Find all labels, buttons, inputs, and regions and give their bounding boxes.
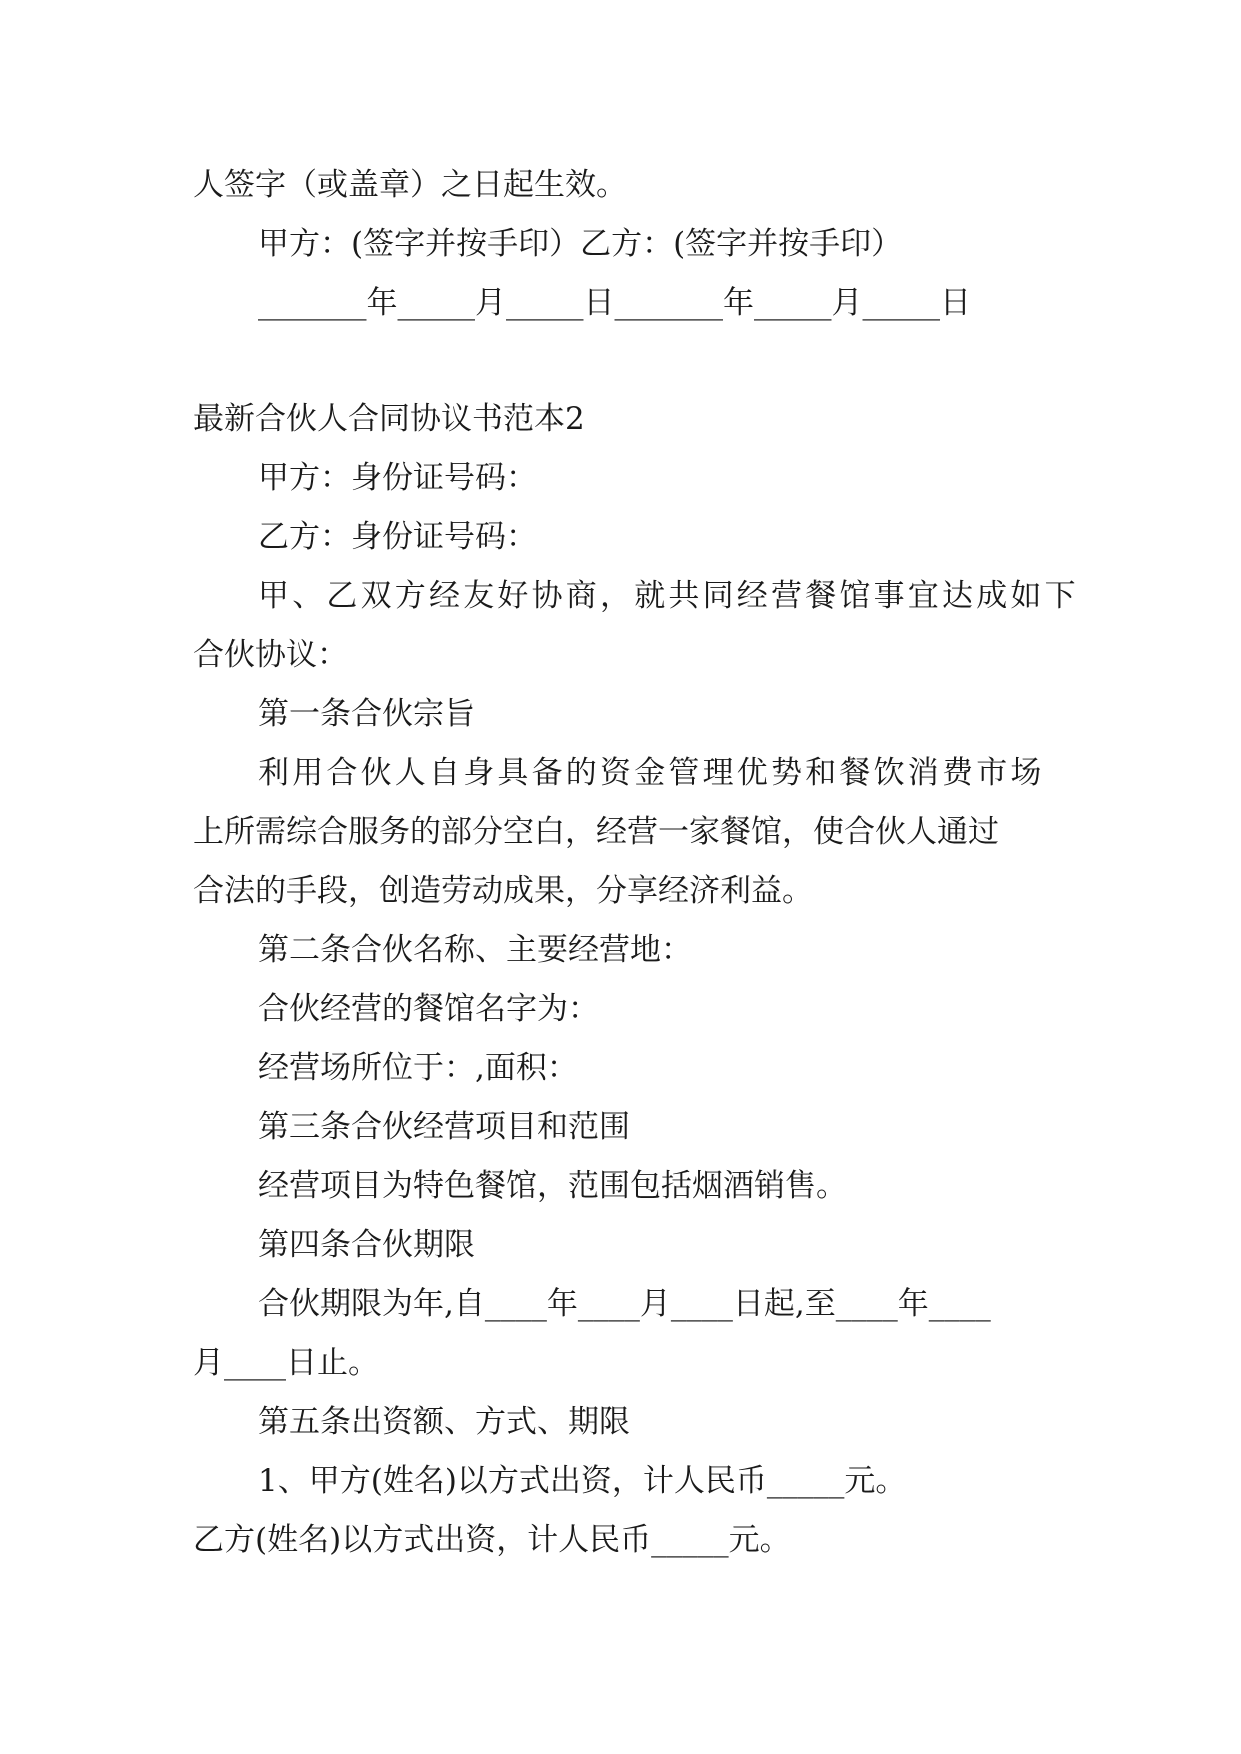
paragraph-line: 上所需综合服务的部分空白，经营一家餐馆，使合伙人通过 — [193, 814, 999, 850]
paragraph-line: 合伙期限为年,自____年____月____日起,至____年____ — [258, 1286, 991, 1322]
paragraph-line: 乙方(姓名)以方式出资，计人民币_____元。 — [193, 1522, 791, 1558]
paragraph-line: 1、甲方(姓名)以方式出资，计人民币_____元。 — [258, 1463, 907, 1499]
paragraph-line: 合伙协议： — [193, 637, 348, 673]
section-title: 最新合伙人合同协议书范本2 — [193, 401, 585, 437]
article-heading: 第二条合伙名称、主要经营地： — [258, 932, 692, 968]
party-a-line: 甲方：身份证号码： — [258, 460, 537, 496]
paragraph-line: 合伙经营的餐馆名字为： — [258, 991, 599, 1027]
party-b-line: 乙方：身份证号码： — [258, 519, 537, 555]
article-heading: 第四条合伙期限 — [258, 1227, 475, 1263]
paragraph-line: 合法的手段，创造劳动成果，分享经济利益。 — [193, 873, 813, 909]
signature-line: 甲方：(签字并按手印）乙方：(签字并按手印） — [258, 226, 903, 262]
article-heading: 第三条合伙经营项目和范围 — [258, 1109, 630, 1145]
paragraph-line: 经营场所位于：,面积： — [258, 1050, 578, 1086]
article-heading: 第五条出资额、方式、期限 — [258, 1404, 630, 1440]
paragraph-line: 甲、乙双方经友好协商，就共同经营餐馆事宜达成如下 — [258, 578, 1079, 614]
paragraph-line: 月____日止。 — [193, 1345, 379, 1381]
paragraph-line: 经营项目为特色餐馆，范围包括烟酒销售。 — [258, 1168, 847, 1204]
article-heading: 第一条合伙宗旨 — [258, 696, 475, 732]
text-line: 人签字（或盖章）之日起生效。 — [193, 167, 627, 203]
paragraph-line: 利用合伙人自身具备的资金管理优势和餐饮消费市场 — [258, 755, 1045, 791]
date-line: _______年_____月_____日_______年_____月_____日 — [258, 285, 971, 321]
